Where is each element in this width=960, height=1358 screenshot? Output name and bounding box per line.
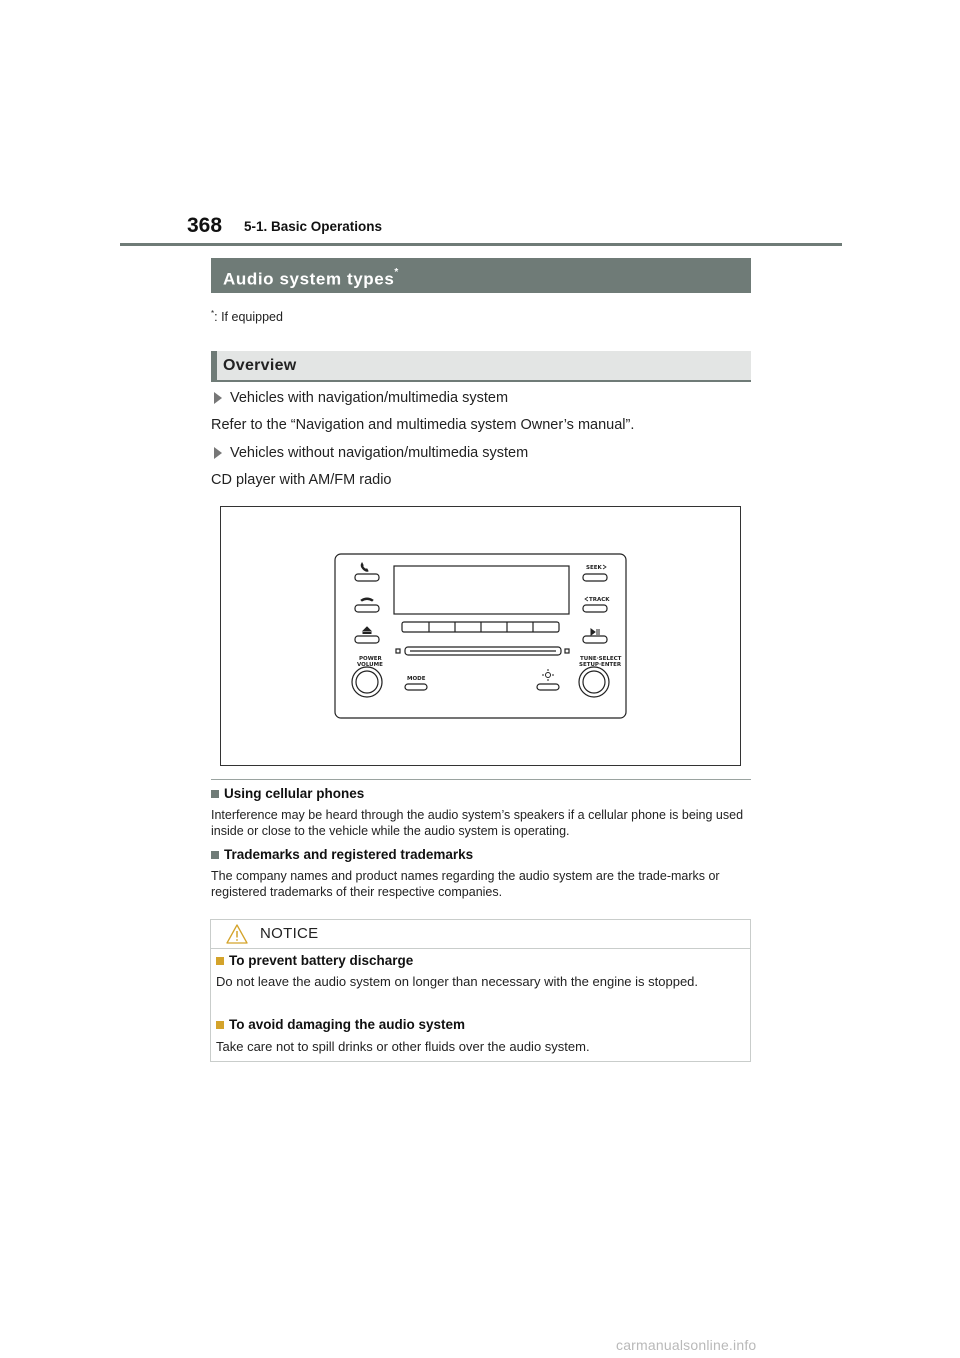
phone-button (355, 574, 379, 581)
page-title-bar (211, 258, 751, 293)
section-title: 5-1. Basic Operations (244, 219, 383, 234)
brightness-button (537, 684, 559, 690)
overview-bullet (214, 445, 528, 461)
notice-text: Do not leave the audio system on longer than necessary with the engine is stopped. (216, 974, 699, 989)
notice-heading (216, 1017, 465, 1032)
info-text: Interference may be heard through the audio system’s speakers if a cellular phone is being used inside or close to the vehicle while the audio system is operating. (211, 808, 744, 838)
info-heading-text: Trademarks and registered trademarks (224, 847, 474, 862)
overview-heading: Overview (211, 351, 751, 382)
square-bullet-icon (216, 957, 224, 965)
track-button (583, 605, 607, 612)
overview-body-text: Refer to the “Navigation and multimedia system Owner’s manual”. (211, 417, 635, 433)
notice-title: NOTICE (260, 925, 319, 942)
play-pause-button (583, 636, 607, 643)
seek-arrow-icon (603, 565, 606, 569)
info-text: The company names and product names regarding the audio system are the trade-marks or registered trademarks of their respective companies. (211, 869, 720, 899)
square-bullet-icon (211, 851, 219, 859)
overview-bullet-text: Vehicles with navigation/multimedia system (230, 390, 509, 406)
info-heading (211, 847, 473, 862)
watermark: carmanualsonline.info (616, 1337, 757, 1353)
audio-unit-figure (220, 506, 741, 766)
figure-divider (211, 779, 751, 780)
header-divider (120, 243, 842, 246)
setup-label: SETUP·ENTER (579, 662, 622, 668)
overview-bullet (214, 390, 508, 406)
mode-button (405, 684, 427, 690)
square-bullet-icon (211, 790, 219, 798)
audio-unit-illustration (221, 507, 740, 765)
info-heading-text: Using cellular phones (224, 786, 365, 801)
footnote-marker: * (211, 309, 215, 318)
footnote-text: : If equipped (214, 310, 283, 325)
seek-label: SEEK (586, 565, 602, 571)
sun-icon (542, 669, 554, 681)
tune-label: TUNE·SELECT (580, 656, 622, 662)
notice-heading-text: To avoid damaging the audio system (229, 1017, 466, 1032)
track-arrow-icon (585, 597, 588, 601)
eject-button (355, 636, 379, 643)
notice-heading-text: To prevent battery discharge (229, 953, 414, 968)
square-bullet-icon (216, 1021, 224, 1029)
overview-bullet-text: Vehicles without navigation/multimedia system (230, 445, 529, 461)
notice-divider (210, 948, 751, 949)
triangle-bullet-icon (214, 447, 222, 459)
mode-label: MODE (407, 676, 426, 682)
phone-icon (361, 563, 368, 571)
title-footnote-marker: * (394, 267, 399, 278)
page-title: Audio system types (223, 269, 395, 289)
warning-triangle-icon (226, 924, 248, 944)
play-pause-icon (591, 629, 599, 635)
track-label: TRACK (589, 597, 610, 603)
hang-up-button (355, 605, 379, 612)
eject-icon (363, 627, 371, 634)
triangle-bullet-icon (214, 392, 222, 404)
power-label: POWER (359, 656, 382, 662)
overview-body-text: CD player with AM/FM radio (211, 472, 392, 488)
seek-button (583, 574, 607, 581)
volume-label: VOLUME (357, 662, 383, 668)
notice-text: Take care not to spill drinks or other fluids over the audio system. (216, 1039, 590, 1054)
display-screen (394, 566, 569, 614)
notice-heading (216, 953, 413, 968)
footnote (211, 309, 283, 324)
page-number: 368 (187, 214, 223, 237)
info-heading (211, 786, 364, 801)
hang-up-icon (361, 598, 373, 601)
